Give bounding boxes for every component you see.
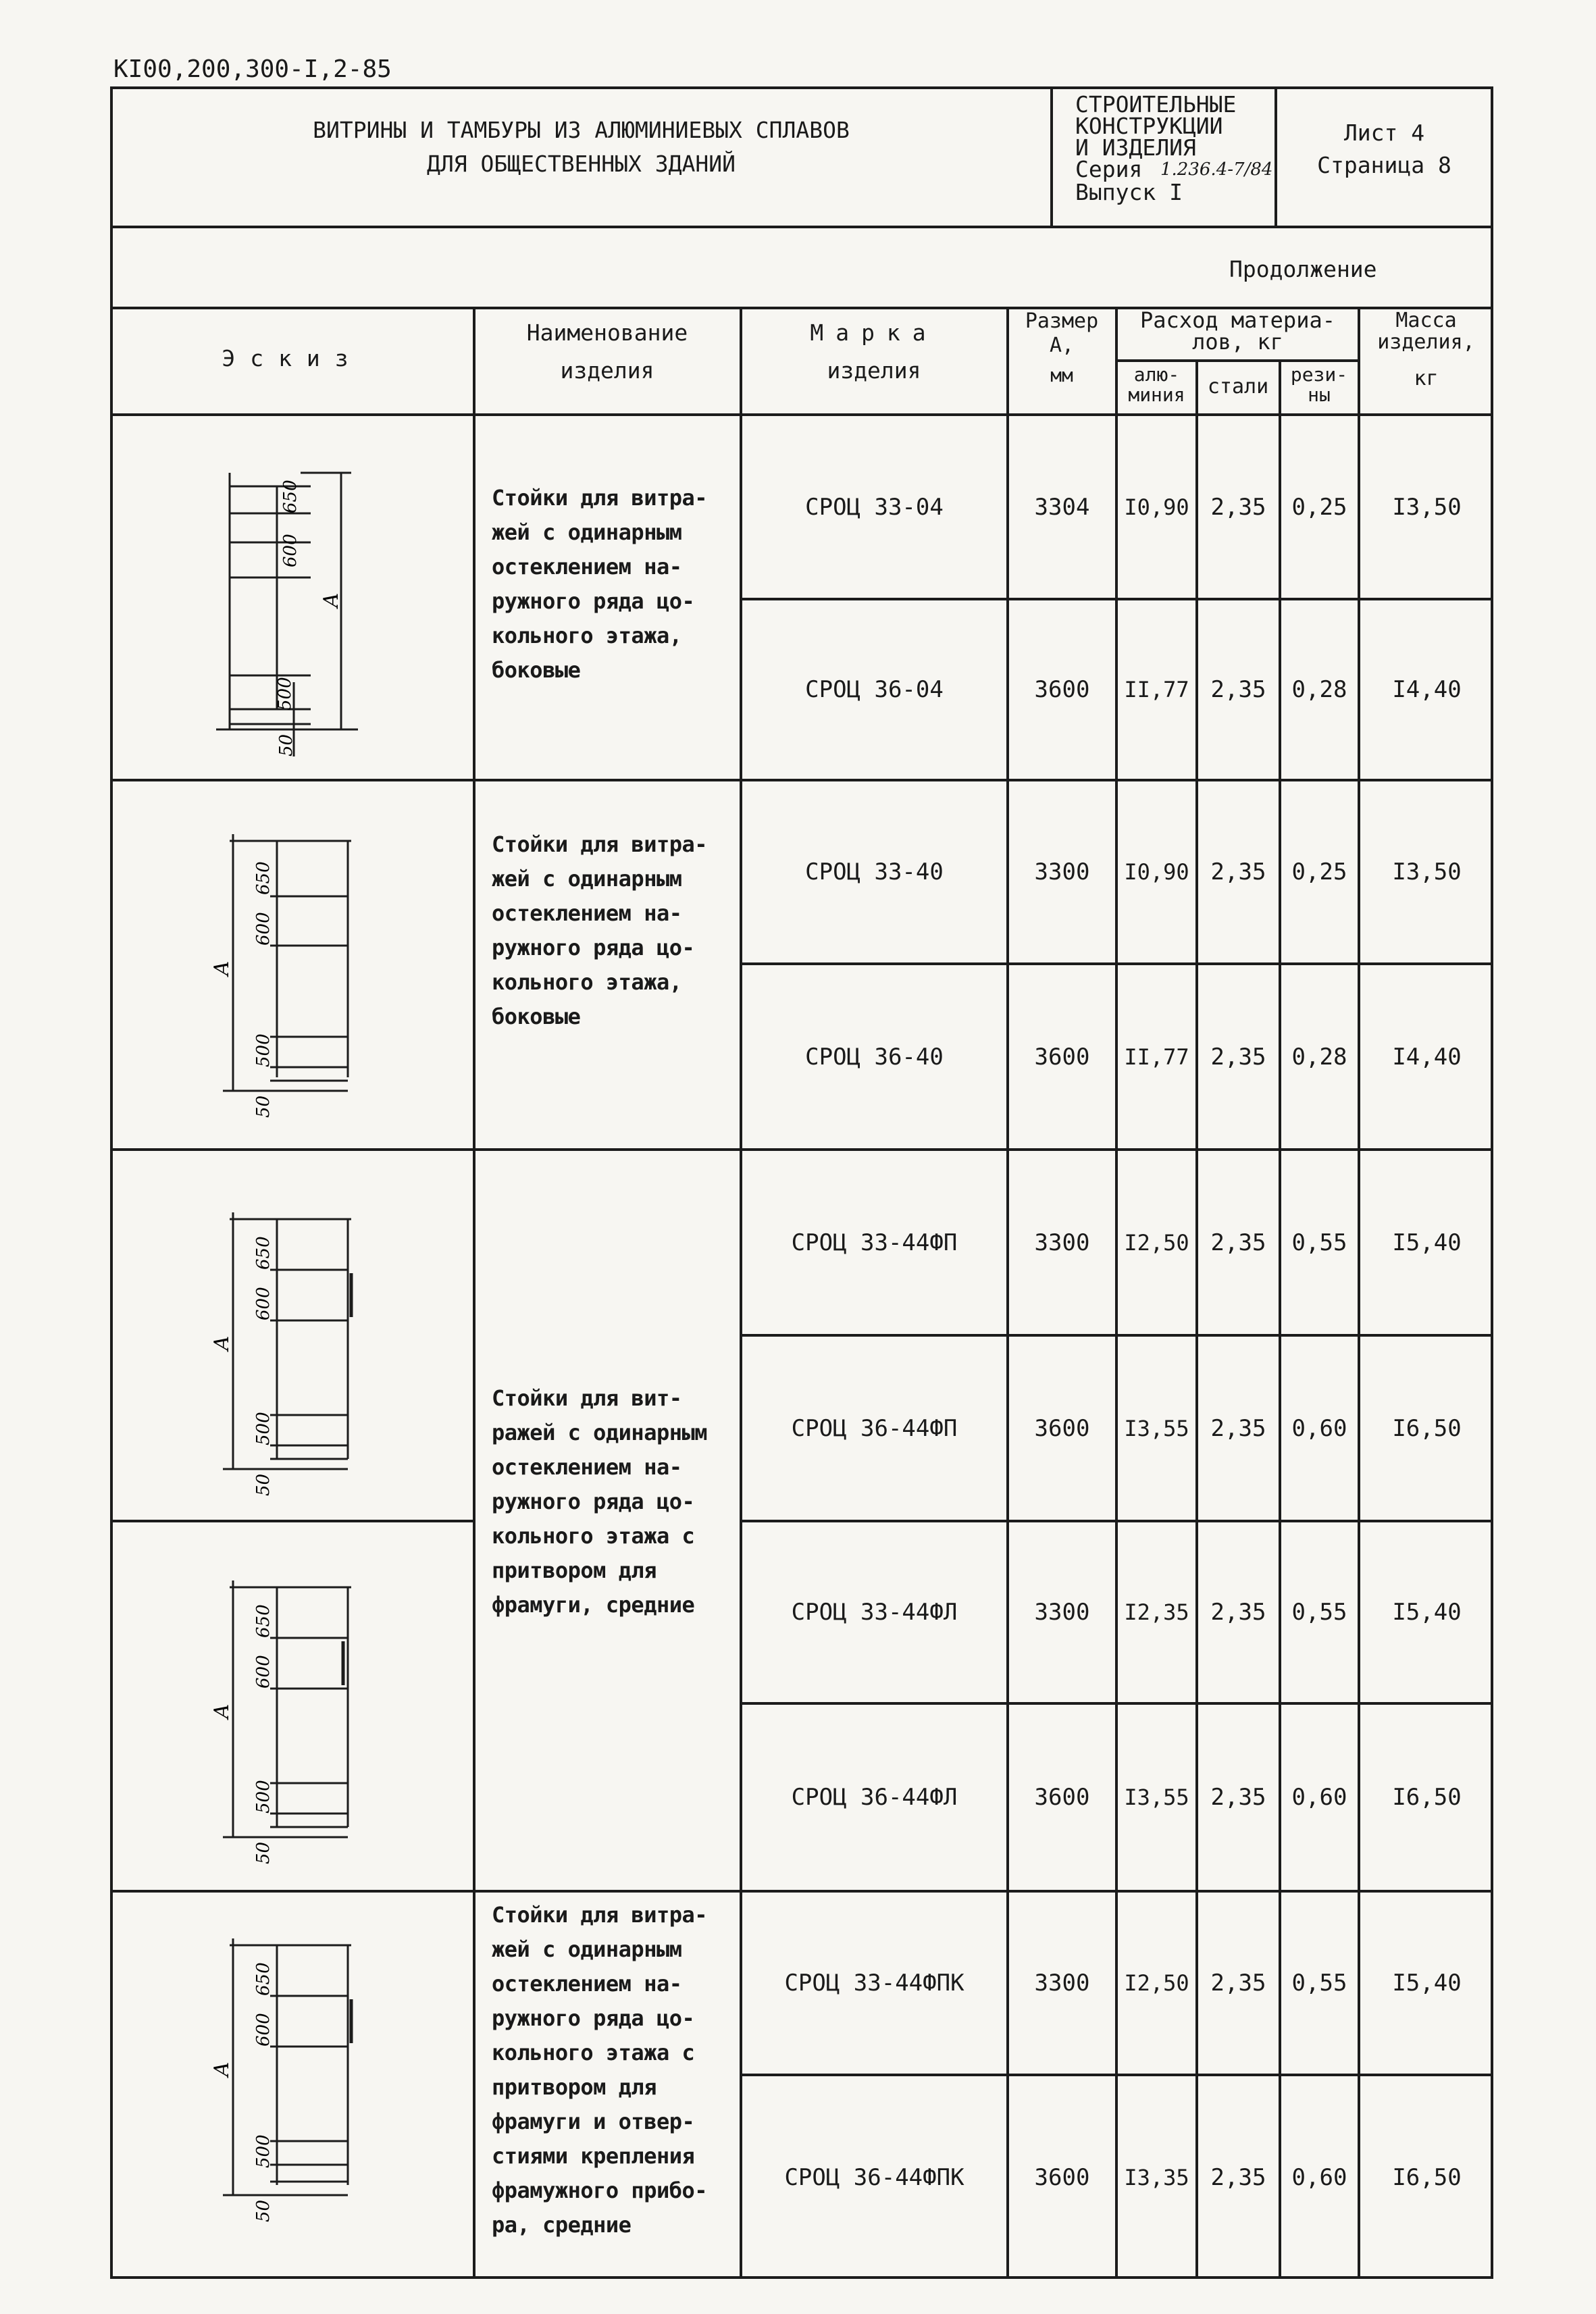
col-size-header-l1: Размер	[1025, 309, 1099, 333]
rubber-cell: 0,25	[1291, 858, 1347, 885]
dim-a-label: А	[210, 1335, 234, 1351]
steel-cell: 2,35	[1210, 1599, 1266, 1626]
rubber-cell: 0,55	[1291, 1970, 1347, 1997]
col-rubber-header-l2: ны	[1308, 384, 1331, 406]
mark-cell: СРОЦ 33-44ФПК	[784, 1970, 964, 1997]
size-cell: 3300	[1034, 1970, 1090, 1997]
mark-cell: СРОЦ 36-44ФПК	[784, 2164, 964, 2191]
aluminium-cell: I0,90	[1124, 494, 1189, 520]
mass-cell: I6,50	[1392, 1414, 1462, 1442]
size-cell: 3300	[1034, 858, 1090, 885]
group-description: Стойки для витра- жей с одинарным остеклением на- ружного ряда цо- кольного этажа с притвором для фрамуги и отвер- стиями крепления фрамужного прибо- ра, средние	[492, 1902, 708, 2238]
aluminium-cell: I2,50	[1124, 1970, 1189, 1996]
dim-600-label: 600	[253, 2013, 274, 2047]
dim-500-label: 500	[253, 1033, 274, 1067]
aluminium-cell: I3,55	[1124, 1415, 1189, 1441]
col-mass-header-l1: Масса	[1395, 309, 1457, 332]
col-alu-header-l1: алю-	[1133, 363, 1180, 386]
dim-a-label: А	[210, 960, 234, 976]
mass-cell: I5,40	[1392, 1970, 1462, 1997]
dim-500-label: 500	[253, 1412, 274, 1445]
steel-cell: 2,35	[1210, 1784, 1266, 1811]
mark-cell: СРОЦ 36-04	[805, 676, 944, 703]
document-title-line1: ВИТРИНЫ И ТАМБУРЫ ИЗ АЛЮМИНИЕВЫХ СПЛАВОВ	[313, 117, 850, 143]
size-cell: 3600	[1034, 2164, 1090, 2191]
dim-50-label: 50	[253, 2199, 274, 2222]
mark-cell: СРОЦ 33-44ФЛ	[791, 1599, 958, 1626]
issue-number: Выпуск I	[1075, 179, 1183, 205]
rubber-cell: 0,25	[1291, 493, 1347, 521]
size-cell: 3304	[1034, 493, 1090, 521]
col-size-header-l2: А,	[1049, 334, 1075, 357]
size-cell: 3300	[1034, 1229, 1090, 1256]
series-number: 1.236.4-7/84	[1160, 159, 1273, 180]
dim-50-label: 50	[276, 734, 297, 756]
dim-650-label: 650	[253, 861, 274, 895]
mass-cell: I4,40	[1392, 1043, 1462, 1071]
col-material-header-l2: лов, кг	[1192, 329, 1283, 355]
dim-500-label: 500	[275, 677, 295, 711]
rubber-cell: 0,28	[1291, 1043, 1347, 1071]
dim-650-label: 650	[253, 1604, 274, 1638]
stand-sketch	[196, 1925, 371, 2229]
steel-cell: 2,35	[1210, 493, 1266, 521]
mass-cell: I3,50	[1392, 858, 1462, 885]
group-description: Стойки для вит- ражей с одинарным остеклением на- ружного ряда цо- кольного этажа с притвором для фрамуги, средние	[492, 1385, 708, 1618]
size-cell: 3600	[1034, 1414, 1090, 1442]
rubber-cell: 0,60	[1291, 1784, 1347, 1811]
series-line1: СТРОИТЕЛЬНЫЕ	[1075, 91, 1237, 118]
steel-cell: 2,35	[1210, 676, 1266, 703]
dim-600-label: 600	[253, 1287, 274, 1320]
steel-cell: 2,35	[1210, 1043, 1266, 1071]
stand-sketch	[196, 1567, 371, 1871]
document-title-line2: ДЛЯ ОБЩЕСТВЕННЫХ ЗДАНИЙ	[427, 151, 736, 177]
page-number: Страница 8	[1317, 152, 1451, 178]
mass-cell: I4,40	[1392, 676, 1462, 703]
aluminium-cell: I3,55	[1124, 1784, 1189, 1810]
dim-600-label: 600	[253, 1655, 274, 1689]
size-cell: 3600	[1034, 1784, 1090, 1811]
series-line2: КОНСТРУКЦИИ	[1075, 113, 1223, 139]
group-description: Стойки для витра- жей с одинарным остеклением на- ружного ряда цо- кольного этажа, боковые	[492, 831, 708, 1029]
steel-cell: 2,35	[1210, 858, 1266, 885]
col-alu-header-l2: миния	[1128, 384, 1185, 406]
mark-cell: СРОЦ 33-44ФП	[791, 1229, 958, 1256]
col-rubber-header-l1: рези-	[1290, 363, 1348, 386]
dim-650-label: 650	[253, 1236, 274, 1270]
steel-cell: 2,35	[1210, 1229, 1266, 1256]
dim-50-label: 50	[253, 1473, 274, 1496]
stand-sketch	[196, 821, 371, 1131]
col-mass-header-l3: кг	[1414, 367, 1439, 390]
stand-sketch	[196, 1199, 371, 1503]
continuation-label: Продолжение	[1229, 256, 1377, 282]
dim-50-label: 50	[253, 1095, 274, 1118]
series-line3: И ИЗДЕЛИЯ	[1075, 134, 1196, 161]
dim-650-label: 650	[253, 1962, 274, 1996]
mark-cell: СРОЦ 33-04	[805, 493, 944, 521]
col-name-header-l1: Наименование	[526, 319, 688, 346]
dim-500-label: 500	[253, 2134, 274, 2168]
aluminium-cell: I0,90	[1124, 859, 1189, 885]
sheet-number: Лист 4	[1343, 120, 1425, 146]
dim-a-label: А	[210, 2061, 234, 2077]
rubber-cell: 0,55	[1291, 1229, 1347, 1256]
rubber-cell: 0,55	[1291, 1599, 1347, 1626]
steel-cell: 2,35	[1210, 1414, 1266, 1442]
rubber-cell: 0,60	[1291, 2164, 1347, 2191]
col-sketch-header: Эскиз	[222, 345, 363, 371]
dim-650-label: 650	[280, 480, 301, 513]
dim-a-label: А	[319, 592, 343, 608]
mass-cell: I3,50	[1392, 493, 1462, 521]
col-mark-header-l1: Марка	[810, 319, 938, 346]
col-mass-header-l2: изделия,	[1377, 330, 1475, 354]
group-description: Стойки для витра- жей с одинарным остеклением на- ружного ряда цо- кольного этажа, боковые	[492, 485, 708, 683]
mark-cell: СРОЦ 36-44ФЛ	[791, 1784, 958, 1811]
rubber-cell: 0,28	[1291, 676, 1347, 703]
steel-cell: 2,35	[1210, 2164, 1266, 2191]
aluminium-cell: II,77	[1124, 1044, 1189, 1070]
aluminium-cell: II,77	[1124, 677, 1189, 702]
mark-cell: СРОЦ 33-40	[805, 858, 944, 885]
size-cell: 3300	[1034, 1599, 1090, 1626]
series-label: Серия	[1075, 156, 1143, 182]
aluminium-cell: I3,35	[1124, 2165, 1189, 2190]
mass-cell: I5,40	[1392, 1229, 1462, 1256]
dim-600-label: 600	[280, 534, 301, 567]
mass-cell: I5,40	[1392, 1599, 1462, 1626]
col-size-header-l3: мм	[1050, 364, 1073, 386]
dim-a-label: А	[210, 1703, 234, 1719]
rubber-cell: 0,60	[1291, 1414, 1347, 1442]
mark-cell: СРОЦ 36-40	[805, 1043, 944, 1071]
mass-cell: I6,50	[1392, 2164, 1462, 2191]
steel-cell: 2,35	[1210, 1970, 1266, 1997]
stand-sketch	[176, 459, 398, 770]
mark-cell: СРОЦ 36-44ФП	[791, 1414, 958, 1442]
dim-50-label: 50	[253, 1841, 274, 1864]
document-code: КI00,200,300-I,2-85	[113, 55, 392, 83]
col-steel-header: стали	[1207, 375, 1269, 398]
size-cell: 3600	[1034, 1043, 1090, 1071]
mass-cell: I6,50	[1392, 1784, 1462, 1811]
aluminium-cell: I2,35	[1124, 1599, 1189, 1625]
dim-500-label: 500	[253, 1780, 274, 1814]
col-material-header-l1: Расход материа-	[1140, 307, 1335, 333]
dim-600-label: 600	[253, 912, 274, 946]
col-name-header-l2: изделия	[560, 357, 654, 384]
col-mark-header-l2: изделия	[827, 357, 921, 384]
size-cell: 3600	[1034, 676, 1090, 703]
aluminium-cell: I2,50	[1124, 1229, 1189, 1256]
